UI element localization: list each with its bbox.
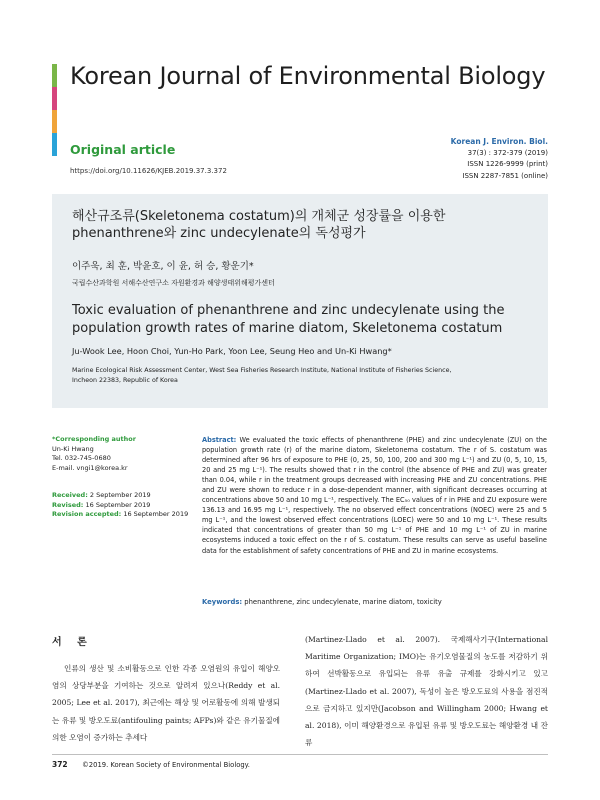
english-title-line-1: Toxic evaluation of phenanthrene and zinc undecylenate using the [72,303,505,318]
received-value: 2 September 2019 [89,491,151,499]
volume-pages: 37(3) : 372-379 (2019) [467,148,548,157]
copyright: ©2019. Korean Society of Environmental Biology. [82,761,250,769]
english-authors: Ju-Wook Lee, Hoon Choi, Yun-Ho Park, Yoon Lee, Seung Heo and Un-Ki Hwang* [72,346,392,356]
korean-title-line-2: phenanthrene와 zinc undecylenate의 독성평가 [72,226,366,241]
received-label: Received: [52,491,88,499]
revised-label: Revised: [52,500,84,509]
corresponding-author-tel: Tel. 032-745-0680 [52,454,111,463]
korean-title [72,208,532,242]
abstract-text: We evaluated the toxic effects of phenanthrene (PHE) and zinc undecylenate (ZU) on the population growth rate (r) of the marine diatom, Skeletonema costatum. The r of S. costatum was determined after 96 hrs of exposure to PHE (0, 25, 50, 100, 200 and 300 mg L⁻¹) and ZU (0, 5, 10, 15, 20 and 25 mg L⁻¹). The results showed that r in the control (the absence of PHE and ZU) was greater than 0.04, while r in the treatment groups decreased with increasing PHE and ZU concentrations. PHE and ZU were shown to reduce r in a dose-dependent manner, with significant decreases occurring at concentrations above 50 and 10 mg L⁻¹, respectively. The EC₅₀ values of r in PHE and ZU exposure were 136.13 and 16.95 mg L⁻¹, respectively. The no observed effect concentrations (NOEC) were 25 and 5 mg L⁻¹, and the lowest observed effect concentrations (LOEC) were 50 and 10 mg L⁻¹. These results indicated that concentrations of greater than 50 mg L⁻¹ of PHE and 10 mg L⁻¹ of ZU in marine ecosystems induced a toxic effect on the r of S. costatum. These results can serve as useful baseline data for the establishment of safety concentrations of PHE and ZU in marine ecosystems. [202,436,547,555]
abstract [202,435,547,556]
abstract-label: Abstract: [202,436,237,444]
strip-segment-4 [52,133,57,156]
corresponding-author-label: *Corresponding author [52,435,136,443]
revised-value: 16 September 2019 [85,500,151,509]
footer-divider [52,754,548,755]
strip-segment-1 [52,64,57,87]
issn-online: ISSN 2287-7851 (online) [462,171,548,180]
page-number: 372 [52,760,68,769]
keywords-text: phenanthrene, zinc undecylenate, marine diatom, toxicity [244,598,442,606]
issn-print: ISSN 1226-9999 (print) [467,160,548,169]
corresponding-author-name: Un-Ki Hwang [52,444,94,453]
corresponding-author-email[interactable]: E-mail. vngi1@korea.kr [52,463,128,472]
korean-affiliation: 국립수산과학원 서해수산연구소 자원환경과 해양생태위해평가센터 [72,279,275,287]
accepted-date [52,510,202,520]
journal-meta [451,136,548,182]
english-affiliation-line-2: Incheon 22383, Republic of Korea [72,377,178,384]
revised-date [52,501,202,511]
doi-link[interactable]: https://doi.org/10.11626/KJEB.2019.37.3.372 [70,167,227,175]
english-affiliation [72,366,532,386]
article-type: Original article [70,142,176,157]
strip-segment-2 [52,87,57,110]
article-dates [52,491,202,520]
received-date [52,491,202,501]
korean-authors: 이주욱, 최 훈, 박윤호, 이 윤, 허 승, 황운기* [72,261,254,272]
journal-abbrev: Korean J. Environ. Biol. [450,137,548,146]
body-text-right-column: (Martinez-Llado et al. 2007). 국제해사기구(International Maritime Organization; IMO)는 유기오염물질의 농도를 저감하기 위하여 선박활동으로 유입되는 유류 유출 규제를 강화시키고 있고(Martinez-Llado et al. 2007), 독성이 높은 방오도료의 사용을 점진적으로 금지하고 있지만(Jacobson and Willingham 2000; Hwang et al. 2018), 이미 해양환경으로 유입된 유류 및 방오도료는 해양환경 내 잔류 [305,635,548,748]
korean-title-line-1: 해산규조류(Skeletonema costatum)의 개체군 성장률을 이용한 [72,209,446,224]
strip-segment-3 [52,110,57,133]
body-text-left-column: 인류의 생산 및 소비활동으로 인한 각종 오염원의 유입이 해양오염의 상당부분을 기여하는 것으로 알려져 있으나(Reddy et al. 2005; Lee et al. 2017), 최근에는 해상 및 어로활동에 의해 발생되는 유류 및 방오도료(antifouling paints; AFPs)와 같은 유기물질에 의한 오염이 증가하는 추세다 [52,664,280,742]
journal-title: Korean Journal of Environmental Biology [70,62,546,90]
accepted-label: Revision accepted: [52,510,122,519]
accepted-value: 16 September 2019 [123,510,189,519]
english-title-line-2: population growth rates of marine diatom, Skeletonema costatum [72,320,503,336]
keywords [202,598,547,606]
correspondence-info [52,435,192,473]
journal-color-strip [52,64,57,156]
english-affiliation-line-1: Marine Ecological Risk Assessment Center, West Sea Fisheries Research Institute, National Institute of Fisheries Science, [72,367,452,374]
title-block [52,194,548,408]
keywords-label: Keywords: [202,598,243,606]
english-title [72,302,540,337]
section-heading-introduction: 서 론 [52,637,93,648]
